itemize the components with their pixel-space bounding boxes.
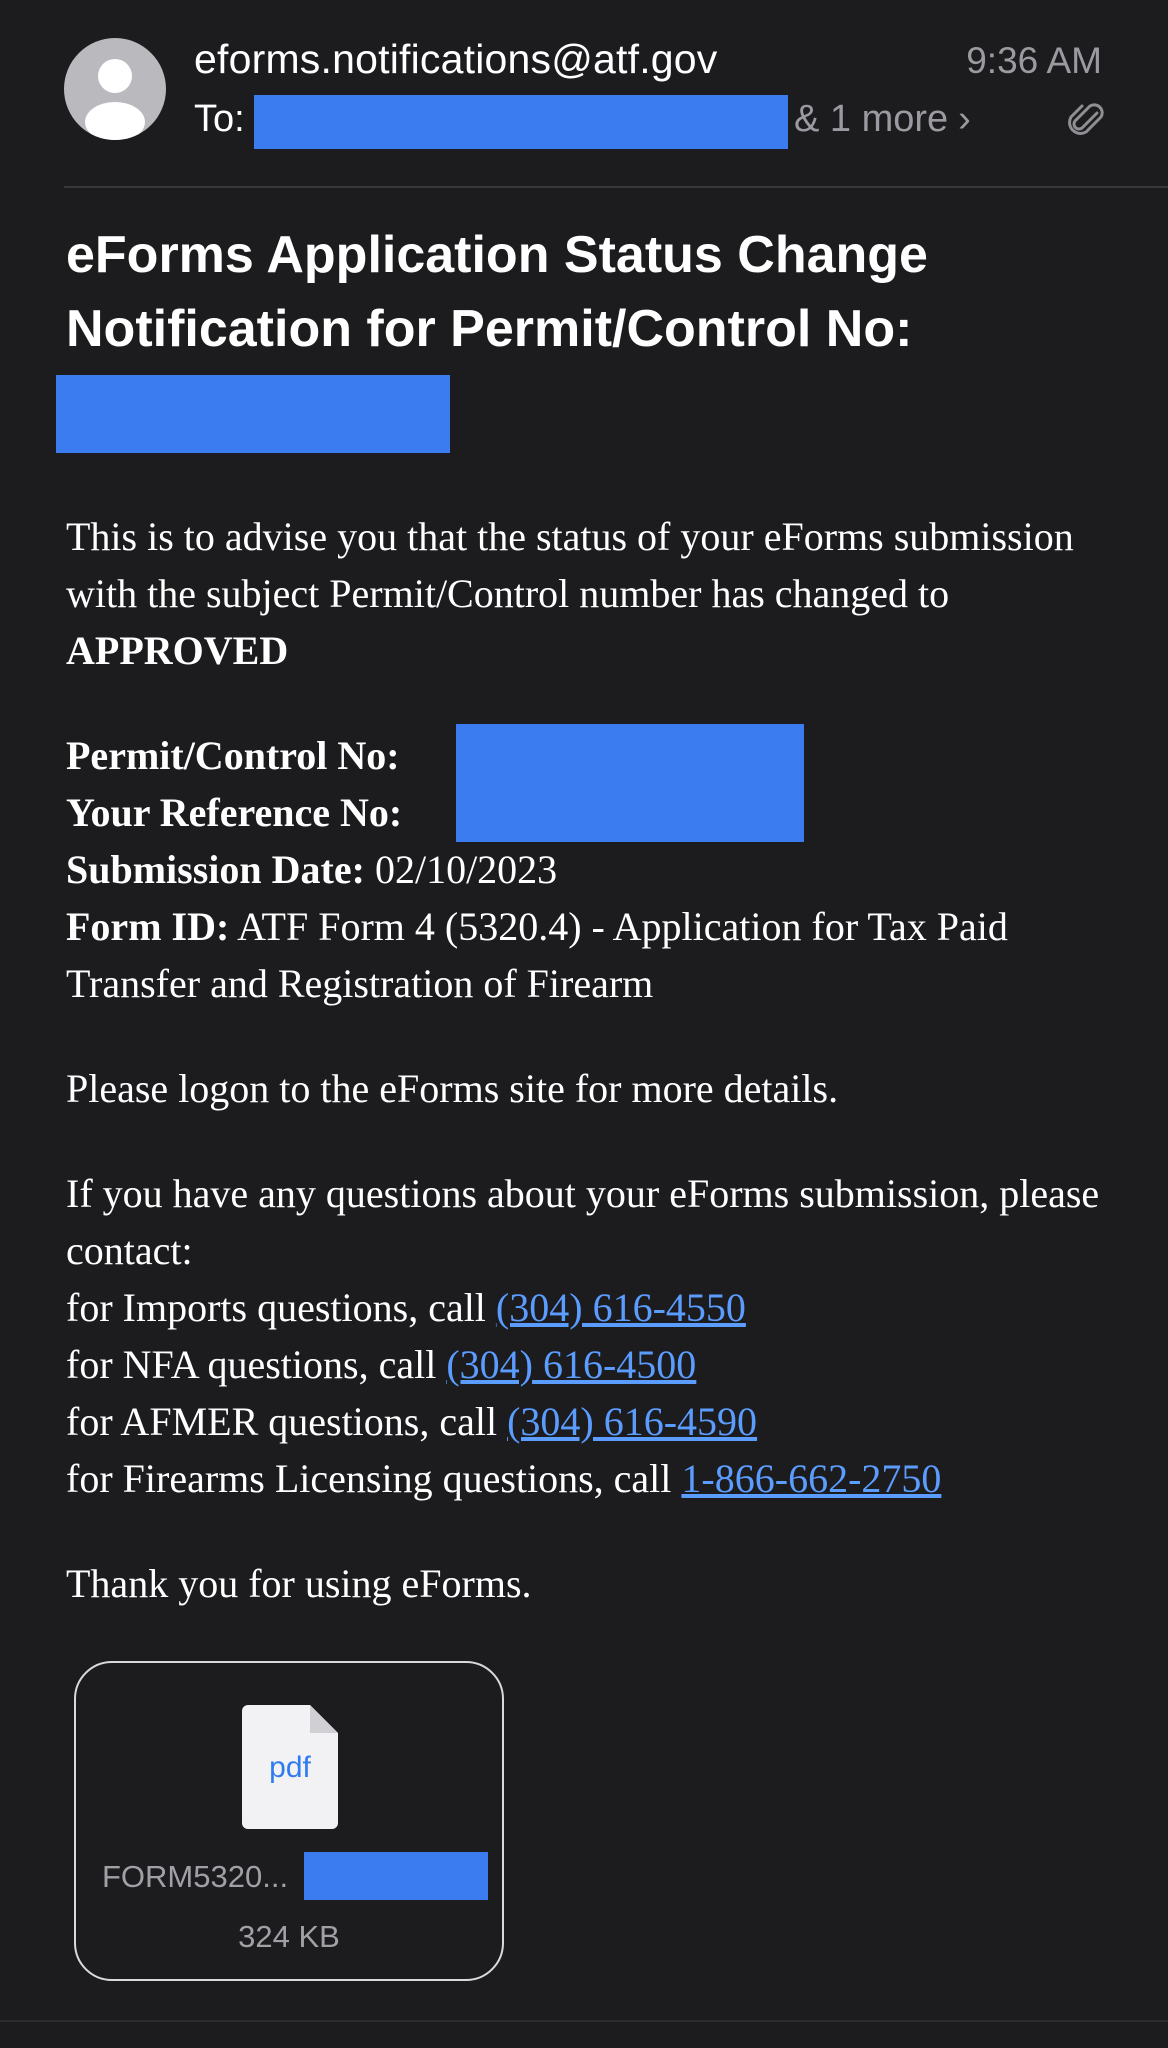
pdf-attachment-card[interactable]: [74, 1661, 504, 1981]
email-subject: eForms Application Status Change Notification for Permit/Control No:: [66, 226, 928, 358]
contact-imports-text: for Imports questions, call: [66, 1285, 486, 1330]
received-time: 9:36 AM: [966, 40, 1102, 81]
contact-licensing-text: for Firearms Licensing questions, call: [66, 1456, 672, 1501]
paperclip-icon: [1068, 100, 1104, 140]
thanks-text: Thank you for using eForms.: [66, 1561, 532, 1606]
submission-label: Submission Date:: [66, 847, 365, 892]
to-label: To:: [194, 98, 245, 140]
phone-link-imports[interactable]: (304) 616-4550: [495, 1285, 746, 1330]
contact-nfa-text: for NFA questions, call: [66, 1342, 437, 1387]
form-value: ATF Form 4 (5320.4) - Application for Tax Paid Transfer and Registration of Firearm: [66, 904, 1008, 1006]
header-divider: [64, 186, 1168, 188]
contact-nfa: [66, 1336, 1126, 1393]
submission-row: [66, 841, 1126, 898]
status-intro: This is to advise you that the status of your eForms submission with the subject Permit/Control number has changed to: [66, 514, 1074, 616]
email-body: [66, 508, 1126, 1612]
phone-link-nfa[interactable]: (304) 616-4500: [446, 1342, 697, 1387]
logon-text: Please logon to the eForms site for more details.: [66, 1066, 839, 1111]
permit-label: Permit/Control No:: [66, 733, 400, 778]
contact-afmer: [66, 1393, 1126, 1450]
more-recipients-label: & 1 more: [794, 98, 949, 140]
redacted-permit-number: [456, 724, 804, 842]
redacted-file-name: [304, 1852, 488, 1900]
sender-address[interactable]: eforms.notifications@atf.gov: [194, 36, 718, 82]
reference-label: Your Reference No:: [66, 790, 403, 835]
form-label: Form ID:: [66, 904, 230, 949]
attachment-file-size: 324 KB: [238, 1919, 340, 1954]
redacted-subject-permit-number: [56, 375, 450, 453]
questions-intro: If you have any questions about your eForms submission, please contact:: [66, 1171, 1100, 1273]
redacted-recipient: [254, 95, 788, 149]
form-row: [66, 898, 1126, 1012]
attachment-file-name: FORM5320...: [102, 1859, 289, 1894]
pdf-icon-label: pdf: [269, 1751, 311, 1784]
chevron-right-icon: ›: [958, 98, 971, 140]
phone-link-afmer[interactable]: (304) 616-4590: [507, 1399, 758, 1444]
contact-imports: [66, 1279, 1126, 1336]
phone-link-licensing[interactable]: 1-866-662-2750: [681, 1456, 942, 1501]
email-header: [0, 0, 1168, 188]
bottom-divider: [0, 2020, 1168, 2022]
contact-licensing: [66, 1450, 1126, 1507]
status-paragraph: [66, 508, 1126, 679]
submission-date: 02/10/2023: [374, 847, 558, 892]
status-value: APPROVED: [66, 628, 289, 673]
pdf-file-icon: [242, 1705, 338, 1829]
person-avatar-icon[interactable]: [64, 38, 166, 140]
more-recipients-button[interactable]: [794, 98, 971, 141]
contact-afmer-text: for AFMER questions, call: [66, 1399, 498, 1444]
